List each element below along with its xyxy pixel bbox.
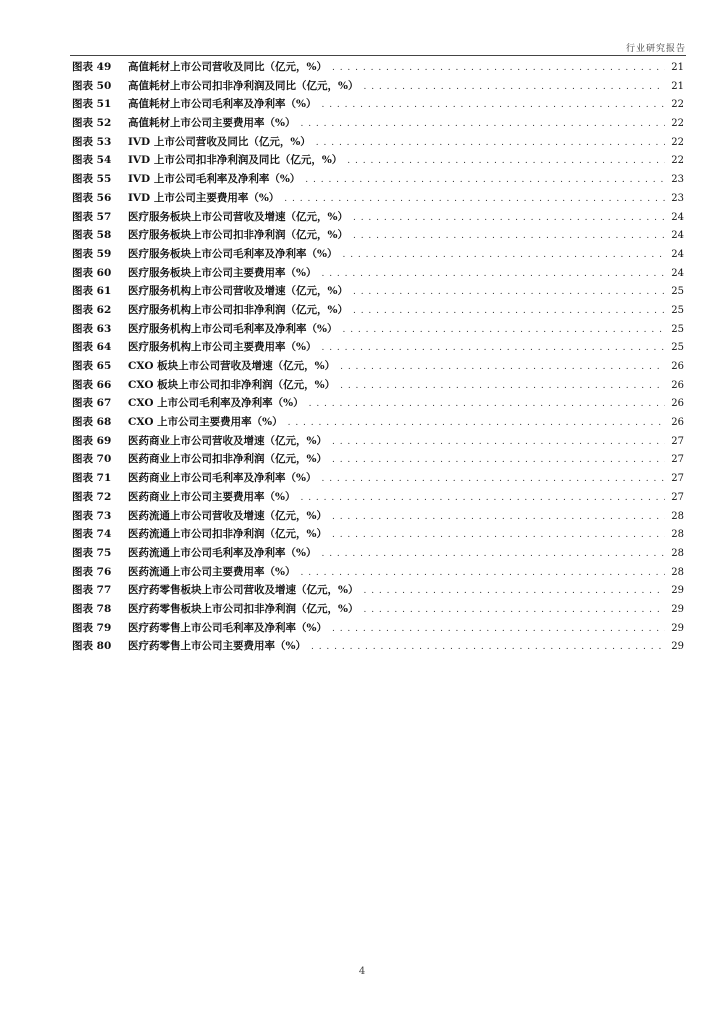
toc-entry[interactable] — [72, 507, 684, 526]
figure-page-number: 24 — [671, 248, 684, 260]
figure-label: 图表 76 — [72, 565, 112, 578]
figure-label: 图表 51 — [72, 98, 112, 111]
figure-title: 医疗服务板块上市公司毛利率及净利率（%） — [128, 247, 338, 260]
figure-page-number: 22 — [671, 136, 684, 148]
dot-leader — [332, 620, 665, 639]
toc-entry[interactable] — [72, 488, 684, 507]
toc-entry[interactable] — [72, 413, 684, 432]
dot-leader — [332, 508, 665, 527]
figure-title: CXO 上市公司毛利率及净利率（%） — [128, 397, 304, 410]
figure-title: 医疗服务机构上市公司营收及增速（亿元，%） — [128, 285, 348, 298]
dot-leader — [342, 321, 665, 340]
dot-leader — [284, 190, 665, 209]
figure-page-number: 26 — [671, 398, 684, 410]
figure-title: 医疗药零售板块上市公司营收及增速（亿元，%） — [128, 584, 359, 597]
header-divider — [70, 55, 686, 56]
toc-entry[interactable] — [72, 525, 684, 544]
figure-label: 图表 50 — [72, 79, 112, 92]
figure-title: 医药商业上市公司主要费用率（%） — [128, 490, 296, 503]
toc-entry[interactable] — [72, 226, 684, 245]
dot-leader — [342, 246, 665, 265]
dot-leader — [321, 96, 665, 115]
figure-label: 图表 67 — [72, 397, 112, 410]
figure-title: IVD 上市公司主要费用率（%） — [128, 191, 280, 204]
figure-title: CXO 板块上市公司营收及增速（亿元，%） — [128, 360, 336, 372]
figure-page-number: 26 — [671, 417, 684, 429]
figure-page-number: 27 — [671, 454, 684, 466]
toc-entry[interactable] — [72, 208, 684, 227]
figure-page-number: 25 — [671, 323, 684, 335]
figure-page-number: 27 — [671, 435, 684, 447]
figure-title: 医疗服务机构上市公司毛利率及净利率（%） — [128, 322, 338, 335]
figure-title: 医药流通上市公司扣非净利润（亿元，%） — [128, 528, 327, 541]
toc-entry[interactable] — [72, 469, 684, 488]
page-number: 4 — [358, 966, 366, 977]
toc-entry[interactable] — [72, 619, 684, 638]
dot-leader — [300, 115, 665, 134]
figure-label: 图表 73 — [72, 509, 112, 522]
dot-leader — [353, 227, 665, 246]
toc-entry[interactable] — [72, 600, 684, 619]
figure-title: 医药商业上市公司扣非净利润（亿元，%） — [128, 453, 327, 466]
figure-label: 图表 74 — [72, 528, 112, 541]
figure-label: 图表 66 — [72, 378, 112, 391]
dot-leader — [311, 638, 665, 657]
figure-page-number: 22 — [671, 155, 684, 167]
figure-page-number: 28 — [671, 566, 684, 578]
figure-label: 图表 72 — [72, 490, 112, 503]
figure-title: 医疗服务机构上市公司主要费用率（%） — [128, 341, 317, 354]
figure-page-number: 24 — [671, 211, 684, 223]
dot-leader — [332, 59, 665, 78]
figure-page-number: 22 — [671, 118, 684, 130]
dot-leader — [340, 377, 665, 396]
figure-label: 图表 65 — [72, 360, 112, 372]
figure-label: 图表 77 — [72, 584, 112, 597]
toc-entry[interactable] — [72, 282, 684, 301]
figure-page-number: 25 — [671, 286, 684, 298]
figure-title: 医药流通上市公司主要费用率（%） — [128, 565, 296, 578]
figure-page-number: 28 — [671, 510, 684, 522]
figure-page-number: 29 — [671, 603, 684, 615]
report-type-label: 行业研究报告 — [625, 44, 686, 54]
figure-title: 高值耗材上市公司营收及同比（亿元，%） — [128, 61, 327, 73]
figure-label: 图表 58 — [72, 229, 112, 242]
figure-title: 医疗服务板块上市公司主要费用率（%） — [128, 266, 317, 279]
dot-leader — [340, 358, 665, 377]
figure-page-number: 29 — [671, 641, 684, 653]
figure-page-number: 24 — [671, 230, 684, 242]
dot-leader — [316, 134, 665, 153]
figure-page-number: 21 — [671, 62, 684, 73]
figure-title: 高值耗材上市公司扣非净利润及同比（亿元，%） — [128, 79, 359, 92]
figure-label: 图表 75 — [72, 546, 112, 559]
toc-entry[interactable] — [72, 544, 684, 563]
figure-label: 图表 69 — [72, 434, 112, 447]
toc-entry[interactable] — [72, 151, 684, 170]
dot-leader — [321, 339, 665, 358]
figure-title: 医疗药零售板块上市公司扣非净利润（亿元，%） — [128, 602, 359, 615]
dot-leader — [353, 302, 665, 321]
figure-label: 图表 68 — [72, 416, 112, 429]
dot-leader — [363, 601, 665, 620]
dot-leader — [332, 451, 665, 470]
figure-page-number: 26 — [671, 361, 684, 372]
figure-page-number: 25 — [671, 304, 684, 316]
dot-leader — [347, 152, 665, 171]
figure-page-number: 27 — [671, 473, 684, 485]
figure-title: 医药商业上市公司营收及增速（亿元，%） — [128, 434, 327, 447]
figure-title: 医疗服务板块上市公司扣非净利润（亿元，%） — [128, 229, 348, 242]
figure-page-number: 29 — [671, 585, 684, 597]
toc-entry[interactable] — [72, 394, 684, 413]
figure-title: CXO 上市公司主要费用率（%） — [128, 416, 283, 429]
toc-entry[interactable] — [72, 189, 684, 208]
toc-entry[interactable] — [72, 114, 684, 133]
figure-label: 图表 61 — [72, 285, 112, 298]
figure-label: 图表 62 — [72, 303, 112, 316]
toc-entry[interactable] — [72, 133, 684, 152]
figure-title: IVD 上市公司营收及同比（亿元，%） — [128, 135, 311, 148]
dot-leader — [332, 526, 665, 545]
toc-entry[interactable] — [72, 245, 684, 264]
figure-label: 图表 56 — [72, 191, 112, 204]
toc-entry[interactable] — [72, 301, 684, 320]
figure-title: 医疗药零售上市公司毛利率及净利率（%） — [128, 621, 327, 634]
figure-page-number: 25 — [671, 342, 684, 354]
toc-entry[interactable] — [72, 376, 684, 395]
dot-leader — [309, 395, 665, 414]
table-of-figures — [72, 58, 684, 656]
dot-leader — [321, 545, 665, 564]
toc-entry[interactable] — [72, 637, 684, 656]
figure-page-number: 29 — [671, 622, 684, 634]
figure-page-number: 28 — [671, 547, 684, 559]
toc-entry[interactable] — [72, 58, 684, 77]
figure-page-number: 27 — [671, 491, 684, 503]
figure-label: 图表 59 — [72, 247, 112, 260]
dot-leader — [321, 265, 665, 284]
figure-label: 图表 71 — [72, 472, 112, 485]
figure-page-number: 28 — [671, 529, 684, 541]
toc-entry[interactable] — [72, 563, 684, 582]
figure-page-number: 24 — [671, 267, 684, 279]
figure-label: 图表 78 — [72, 602, 112, 615]
figure-title: 医药流通上市公司毛利率及净利率（%） — [128, 546, 317, 559]
figure-label: 图表 70 — [72, 453, 112, 466]
figure-title: IVD 上市公司扣非净利润及同比（亿元，%） — [128, 154, 343, 167]
toc-entry[interactable] — [72, 264, 684, 283]
toc-entry[interactable] — [72, 432, 684, 451]
figure-page-number: 21 — [671, 80, 684, 92]
toc-entry[interactable] — [72, 338, 684, 357]
dot-leader — [363, 78, 665, 97]
figure-title: 医疗服务机构上市公司扣非净利润（亿元，%） — [128, 303, 348, 316]
figure-label: 图表 52 — [72, 117, 112, 130]
dot-leader — [321, 470, 665, 489]
toc-entry[interactable] — [72, 95, 684, 114]
figure-label: 图表 57 — [72, 210, 112, 223]
figure-page-number: 26 — [671, 379, 684, 391]
figure-title: 高值耗材上市公司毛利率及净利率（%） — [128, 98, 317, 111]
figure-title: 医药商业上市公司毛利率及净利率（%） — [128, 472, 317, 485]
dot-leader — [300, 489, 665, 508]
toc-entry[interactable] — [72, 581, 684, 600]
figure-label: 图表 80 — [72, 640, 112, 653]
toc-entry[interactable] — [72, 320, 684, 339]
dot-leader — [332, 433, 665, 452]
dot-leader — [300, 564, 665, 583]
figure-label: 图表 79 — [72, 621, 112, 634]
figure-label: 图表 63 — [72, 322, 112, 335]
toc-entry[interactable] — [72, 357, 684, 376]
figure-title: CXO 板块上市公司扣非净利润（亿元，%） — [128, 378, 336, 391]
toc-entry[interactable] — [72, 77, 684, 96]
figure-title: 医疗药零售上市公司主要费用率（%） — [128, 640, 306, 653]
figure-title: 医药流通上市公司营收及增速（亿元，%） — [128, 509, 327, 522]
figure-page-number: 23 — [671, 192, 684, 204]
toc-entry[interactable] — [72, 170, 684, 189]
toc-entry[interactable] — [72, 450, 684, 469]
figure-title: IVD 上市公司毛利率及净利率（%） — [128, 173, 301, 186]
figure-label: 图表 49 — [72, 61, 112, 73]
dot-leader — [288, 414, 665, 433]
figure-title: 医疗服务板块上市公司营收及增速（亿元，%） — [128, 210, 348, 223]
figure-page-number: 23 — [671, 174, 684, 186]
figure-title: 高值耗材上市公司主要费用率（%） — [128, 117, 296, 130]
figure-label: 图表 64 — [72, 341, 112, 354]
dot-leader — [353, 209, 665, 228]
figure-page-number: 22 — [671, 99, 684, 111]
figure-label: 图表 55 — [72, 173, 112, 186]
figure-label: 图表 54 — [72, 154, 112, 167]
dot-leader — [363, 582, 665, 601]
dot-leader — [305, 171, 665, 190]
figure-label: 图表 60 — [72, 266, 112, 279]
figure-label: 图表 53 — [72, 135, 112, 148]
dot-leader — [353, 283, 665, 302]
page-header — [70, 0, 686, 58]
